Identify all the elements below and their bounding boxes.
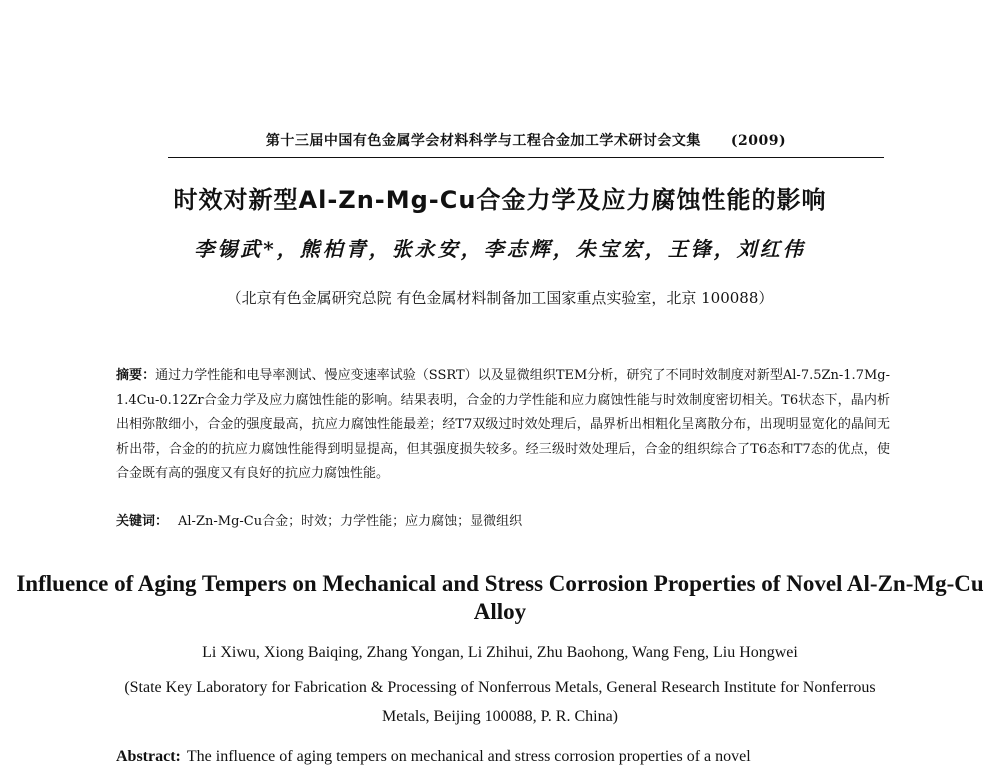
chinese-abstract-label: 摘要： bbox=[116, 368, 156, 383]
english-title: Influence of Aging Tempers on Mechanical and Stress Corrosion Properties of Novel Al-Zn-Mg-Cu Alloy bbox=[16, 571, 984, 624]
chinese-keywords-label: 关键词： bbox=[116, 514, 169, 529]
proceedings-header bbox=[168, 130, 884, 150]
english-abstract-label: Abstract: bbox=[116, 748, 181, 765]
chinese-affiliation: （北京有色金属研究总院 有色金属材料制备加工国家重点实验室，北京 100088） bbox=[226, 289, 774, 307]
chinese-abstract-text: 通过力学性能和电导率测试、慢应变速率试验（SSRT）以及显微组织TEM分析，研究了不同时效制度对新型Al-7.5Zn-1.7Mg-1.4Cu-0.12Zr合金力学及应力腐蚀性能的影响。结果表明，合金的力学性能和应力腐蚀性能与时效制度密切相关。T6状态下，晶内析出相弥散细小，合金的强度最高，抗应力腐蚀性能最差；经T7双级过时效处理后，晶界析出相粗化呈离散分布，出现明显宽化的晶间无析出带，合金的的抗应力腐蚀性能得到明显提高，但其强度损失较多。经三级时效处理后，合金的组织综合了T6态和T7态的优点，使合金既有高的强度又有良好的抗应力腐蚀性能。 bbox=[116, 368, 890, 481]
english-abstract-text: The influence of aging tempers on mechanical and stress corrosion properties of a novel bbox=[186, 748, 751, 765]
header-rule bbox=[168, 157, 884, 158]
english-authors: Li Xiwu, Xiong Baiqing, Zhang Yongan, Li Zhihui, Zhu Baohong, Wang Feng, Liu Hongwei bbox=[202, 644, 798, 661]
english-affiliation: (State Key Laboratory for Fabrication & Processing of Nonferrous Metals, General Research Institute for Nonferrous Metals, Beijing 100088, P. R. China) bbox=[124, 679, 876, 725]
english-abstract bbox=[116, 748, 890, 766]
chinese-keywords bbox=[116, 510, 890, 529]
chinese-abstract bbox=[116, 364, 890, 487]
proceedings-title: 第十三届中国有色金属学会材料科学与工程合金加工学术研讨会文集 bbox=[265, 133, 701, 149]
chinese-title: 时效对新型Al-Zn-Mg-Cu合金力学及应力腐蚀性能的影响 bbox=[173, 186, 827, 214]
chinese-authors: 李锡武*，熊柏青，张永安，李志辉，朱宝宏，王锋，刘红伟 bbox=[194, 237, 806, 261]
chinese-keywords-text: Al-Zn-Mg-Cu合金；时效；力学性能；应力腐蚀；显微组织 bbox=[178, 514, 523, 529]
proceedings-year: (2009) bbox=[730, 133, 787, 149]
